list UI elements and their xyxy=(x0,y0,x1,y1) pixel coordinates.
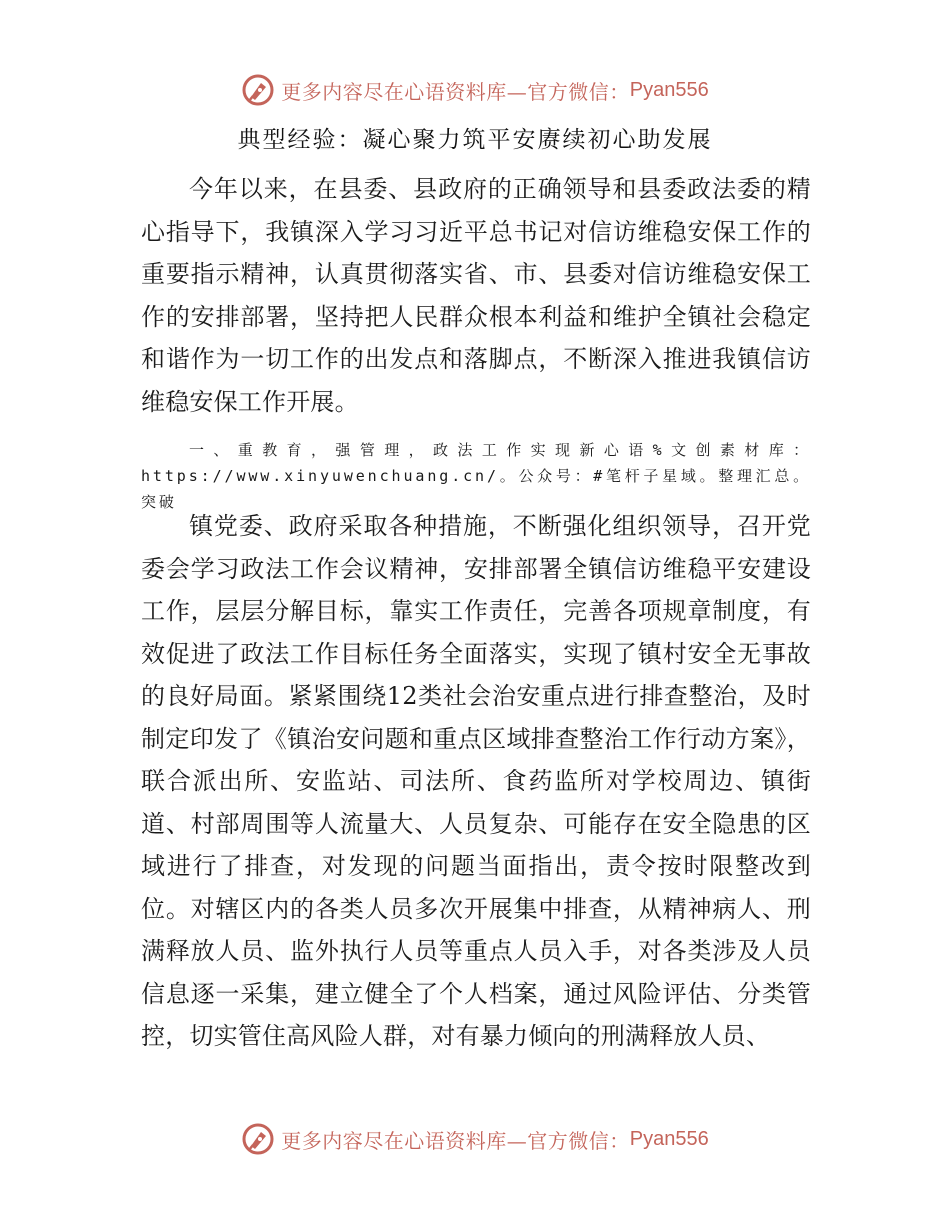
footer-banner xyxy=(0,1119,950,1159)
footer-banner-wechat-id: Pyan556 xyxy=(629,1127,709,1150)
pen-nib-logo-icon xyxy=(241,1122,275,1156)
paragraph-intro: 今年以来，在县委、县政府的正确领导和县委政法委的精心指导下，我镇深入学习习近平总书记对信访维稳安保工作的重要指示精神，认真贯彻落实省、市、县委对信访维稳安保工作的安排部署，坚持把人民群众根本利益和维护全镇社会稳定和谐作为一切工作的出发点和落脚点，不断深入推进我镇信访维稳安保工作开展。 xyxy=(141,175,811,416)
document-title: 典型经验：凝心聚力筑平安赓续初心助发展 xyxy=(237,127,713,153)
header-banner xyxy=(0,70,950,110)
pen-nib-logo-icon xyxy=(241,73,275,107)
banner-text: 更多内容尽在心语资料库—官方微信： xyxy=(281,79,630,104)
section-heading-1: 一、重教育，强管理，政法工作实现新心语%文创素材库：https://www.xinyuwenchuang.cn/。公众号：#笔杆子星域。整理汇总。突破 xyxy=(141,441,811,511)
footer-banner-text: 更多内容尽在心语资料库—官方微信： xyxy=(281,1128,630,1153)
paragraph-body: 镇党委、政府采取各种措施，不断强化组织领导，召开党委会学习政法工作会议精神，安排部署全镇信访维稳平安建设工作，层层分解目标，靠实工作责任，完善各项规章制度，有效促进了政法工作目标任务全面落实，实现了镇村安全无事故的良好局面。紧紧围绕12类社会治安重点进行排查整治，及时制定印发了《镇治安问题和重点区域排查整治工作行动方案》，联合派出所、安监站、司法所、食药监所对学校周边、镇街道、村部周围等人流量大、人员复杂、可能存在安全隐患的区域进行了排查，对发现的问题当面指出，责令按时限整改到位。对辖区内的各类人员多次开展集中排查，从精神病人、刑满释放人员、监外执行人员等重点人员入手，对各类涉及人员信息逐一采集，建立健全了个人档案，通过风险评估、分类管控，切实管住高风险人群，对有暴力倾向的刑满释放人员、 xyxy=(141,512,811,1050)
banner-wechat-id: Pyan556 xyxy=(629,78,709,101)
